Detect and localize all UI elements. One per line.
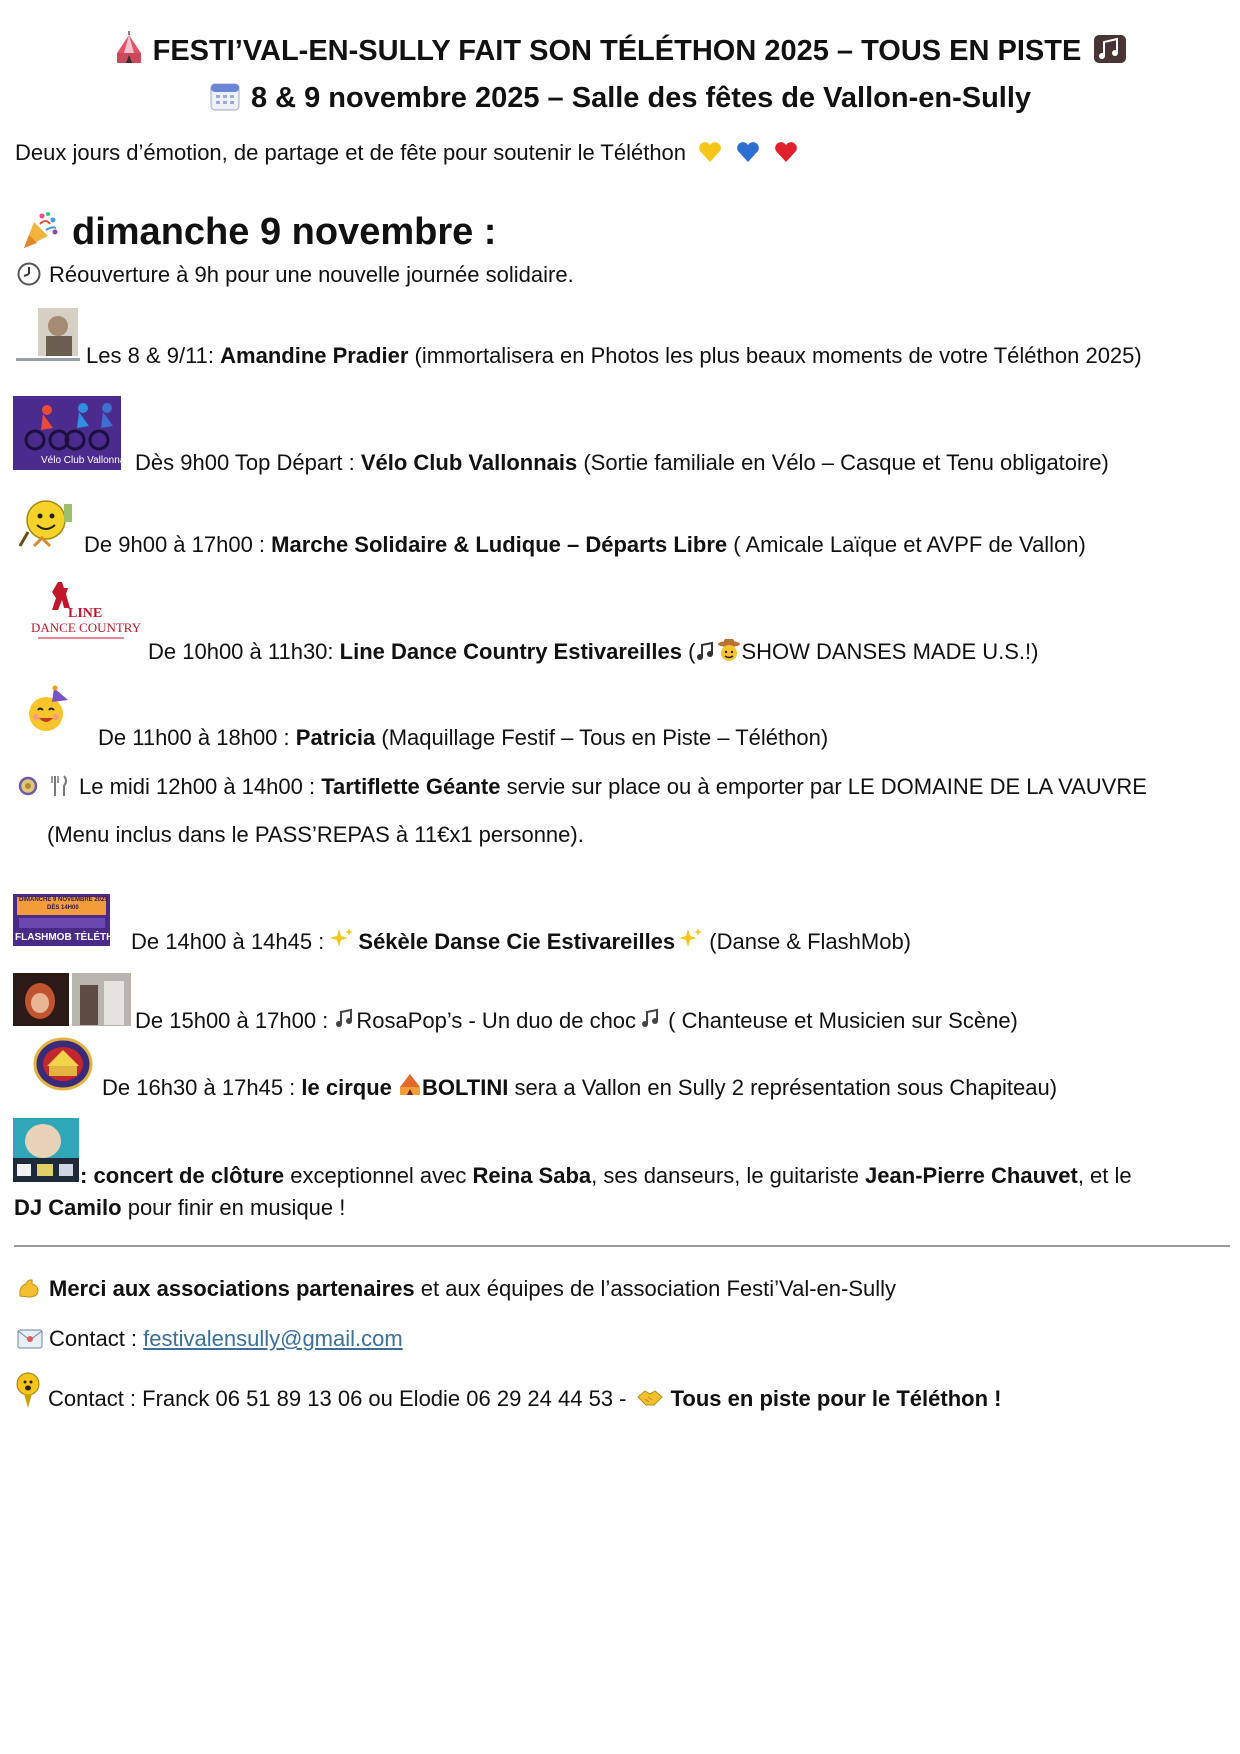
flashmob-poster-time: DÈS 14H00 [47, 905, 79, 911]
flashmob-poster-title: FLASHMOB TÉLÉTHON [15, 932, 129, 943]
flashmob-poster-date: DIMANCHE 9 NOVEMBRE 2025 [19, 897, 108, 903]
event-sekele-name: Sékèle Danse Cie Estivareilles [358, 929, 676, 954]
event-maquillage-desc: (Maquillage Festif – Tous en Piste – Téléthon) [375, 725, 829, 750]
amandine-photo-thumbnail [16, 306, 80, 364]
email-link[interactable]: festivalensully@gmail.com [143, 1326, 403, 1351]
event-concert-title: concert de clôture [93, 1163, 285, 1188]
musical-notes-icon [640, 1007, 662, 1029]
event-line-dance-lead: De 10h00 à 11h30: [148, 639, 340, 664]
handshake-icon [637, 1387, 663, 1409]
event-photo [86, 343, 1142, 369]
event-repas [17, 774, 1147, 800]
circus-tent-icon [113, 33, 145, 65]
line-dance-country-logo [28, 580, 142, 644]
event-marche-desc: ( Amicale Laïque et AVPF de Vallon) [727, 532, 1086, 557]
musical-notes-icon [334, 1007, 356, 1029]
smiley-walker-image [16, 498, 78, 552]
fork-knife-icon [49, 775, 71, 797]
event-maquillage-lead: De 11h00 à 18h00 : [98, 725, 296, 750]
event-line-dance [148, 638, 1038, 665]
event-cirque-desc: sera a Vallon en Sully 2 représentation sous Chapiteau) [508, 1075, 1058, 1100]
line-dance-logo-line2: DANCE COUNTRY [31, 620, 142, 635]
event-sekele-desc: (Danse & FlashMob) [703, 929, 912, 954]
divider [14, 1245, 1230, 1247]
event-dates-subtitle [0, 80, 1240, 115]
sparkles-icon [330, 927, 354, 951]
event-concert-guitarist: Jean-Pierre Chauvet [865, 1163, 1078, 1188]
subtitle-text: 8 & 9 novembre 2025 – Salle des fêtes de Vallon-en-Sully [250, 82, 1032, 114]
event-velo-desc: (Sortie familiale en Vélo – Casque et Tenu obligatoire) [577, 450, 1109, 475]
event-concert-text4: pour finir en musique ! [121, 1195, 346, 1220]
title-text: FESTI’VAL-EN-SULLY FAIT SON TÉLÉTHON 2025 – TOUS EN PISTE [152, 35, 1082, 67]
event-repas-menu: (Menu inclus dans le PASS’REPAS à 11€x1 personne). [47, 822, 584, 847]
cowboy-face-icon [717, 638, 741, 662]
closing-slogan: Tous en piste pour le Téléthon ! [670, 1386, 1002, 1411]
event-line-dance-paren: ( [681, 639, 696, 664]
event-cirque-name: le cirque [301, 1075, 398, 1100]
event-concert-text2: , ses danseurs, le guitariste [591, 1163, 866, 1188]
reina-saba-poster [13, 1118, 79, 1182]
clock-icon [17, 262, 41, 286]
circus-tent-icon [398, 1073, 422, 1097]
event-concert [80, 1163, 1132, 1189]
intro-text: Deux jours d’émotion, de partage et de fête pour soutenir le Téléthon [15, 140, 687, 165]
event-repas-name: Tartiflette Géante [321, 774, 501, 799]
contact-email-line [17, 1326, 403, 1352]
blue-heart-icon [736, 141, 760, 163]
event-velo-lead: Dès 9h00 Top Départ : [135, 450, 361, 475]
event-line-dance-desc: SHOW DANSES MADE U.S.!) [741, 639, 1039, 664]
event-repas-desc: servie sur place ou à emporter par LE DOMAINE DE LA VAUVRE [500, 774, 1147, 799]
event-rosapop [135, 1007, 1018, 1034]
thanks-text: et aux équipes de l’association Festi’Val-en-Sully [414, 1276, 897, 1301]
velo-logo-caption: Vélo Club Vallonnais [41, 455, 133, 466]
phone-text: Contact : Franck 06 51 89 13 06 ou Elodie 06 29 24 44 53 - [48, 1386, 633, 1411]
reopen-line [17, 262, 574, 288]
event-concert-text3: , et le [1077, 1163, 1132, 1188]
pushpin-icon [14, 1372, 42, 1410]
event-maquillage-name: Patricia [295, 725, 376, 750]
contact-label: Contact : [49, 1326, 144, 1351]
velo-club-logo [13, 396, 133, 470]
line-dance-logo-line1: LINE [68, 606, 103, 621]
event-rosapop-desc: ( Chanteuse et Musicien sur Scène) [662, 1008, 1018, 1033]
event-photo-name: Amandine Pradier [220, 343, 409, 368]
event-cirque [102, 1073, 1057, 1101]
rosapop-duo-photos [13, 973, 131, 1026]
event-marche [84, 532, 1086, 558]
party-popper-icon [20, 210, 60, 250]
yellow-heart-icon [698, 141, 722, 163]
party-face-emoji [24, 686, 72, 734]
event-velo [135, 450, 1109, 476]
event-concert-artist: Reina Saba [472, 1163, 592, 1188]
musical-notes-icon [695, 640, 717, 662]
event-marche-lead: De 9h00 à 17h00 : [84, 532, 272, 557]
flexed-biceps-icon [17, 1276, 41, 1300]
event-marche-name: Marche Solidaire & Ludique – Départs Libre [271, 532, 728, 557]
cirque-boltini-logo [33, 1036, 93, 1092]
event-concert-sep: : [80, 1163, 94, 1188]
event-photo-lead: Les 8 & 9/11: [86, 343, 221, 368]
contact-phone-line [14, 1372, 1001, 1412]
sparkles-icon [679, 927, 703, 951]
event-cirque-lead: De 16h30 à 17h45 : [102, 1075, 302, 1100]
event-cirque-name-boltini: BOLTINI [421, 1075, 509, 1100]
event-line-dance-name: Line Dance Country Estivareilles [339, 639, 682, 664]
flashmob-poster [13, 894, 129, 946]
red-heart-icon [774, 141, 798, 163]
calendar-icon [209, 80, 241, 112]
event-concert-dj: DJ Camilo [14, 1195, 122, 1220]
day-heading-text: dimanche 9 novembre : [72, 211, 497, 253]
thanks-bold: Merci aux associations partenaires [49, 1276, 415, 1301]
envelope-icon [17, 1329, 43, 1349]
event-sekele-lead: De 14h00 à 14h45 : [131, 929, 331, 954]
event-repas-lead: Le midi 12h00 à 14h00 : [79, 774, 322, 799]
day-heading [20, 210, 496, 254]
thanks-line [17, 1276, 896, 1302]
bowl-icon [17, 775, 39, 797]
event-sekele [131, 927, 911, 955]
intro-paragraph [15, 140, 798, 166]
page-title [0, 33, 1240, 68]
event-concert-text1: exceptionnel avec [284, 1163, 473, 1188]
event-rosapop-name: RosaPop’s - Un duo de choc [356, 1008, 637, 1033]
reopen-text: Réouverture à 9h pour une nouvelle journée solidaire. [49, 262, 574, 287]
event-concert-line2 [14, 1195, 345, 1221]
event-photo-desc: (immortalisera en Photos les plus beaux moments de votre Téléthon 2025) [408, 343, 1142, 368]
event-velo-name: Vélo Club Vallonnais [360, 450, 578, 475]
event-rosapop-lead: De 15h00 à 17h00 : [135, 1008, 335, 1033]
event-maquillage [98, 725, 828, 751]
musical-notes-icon [1093, 34, 1127, 64]
